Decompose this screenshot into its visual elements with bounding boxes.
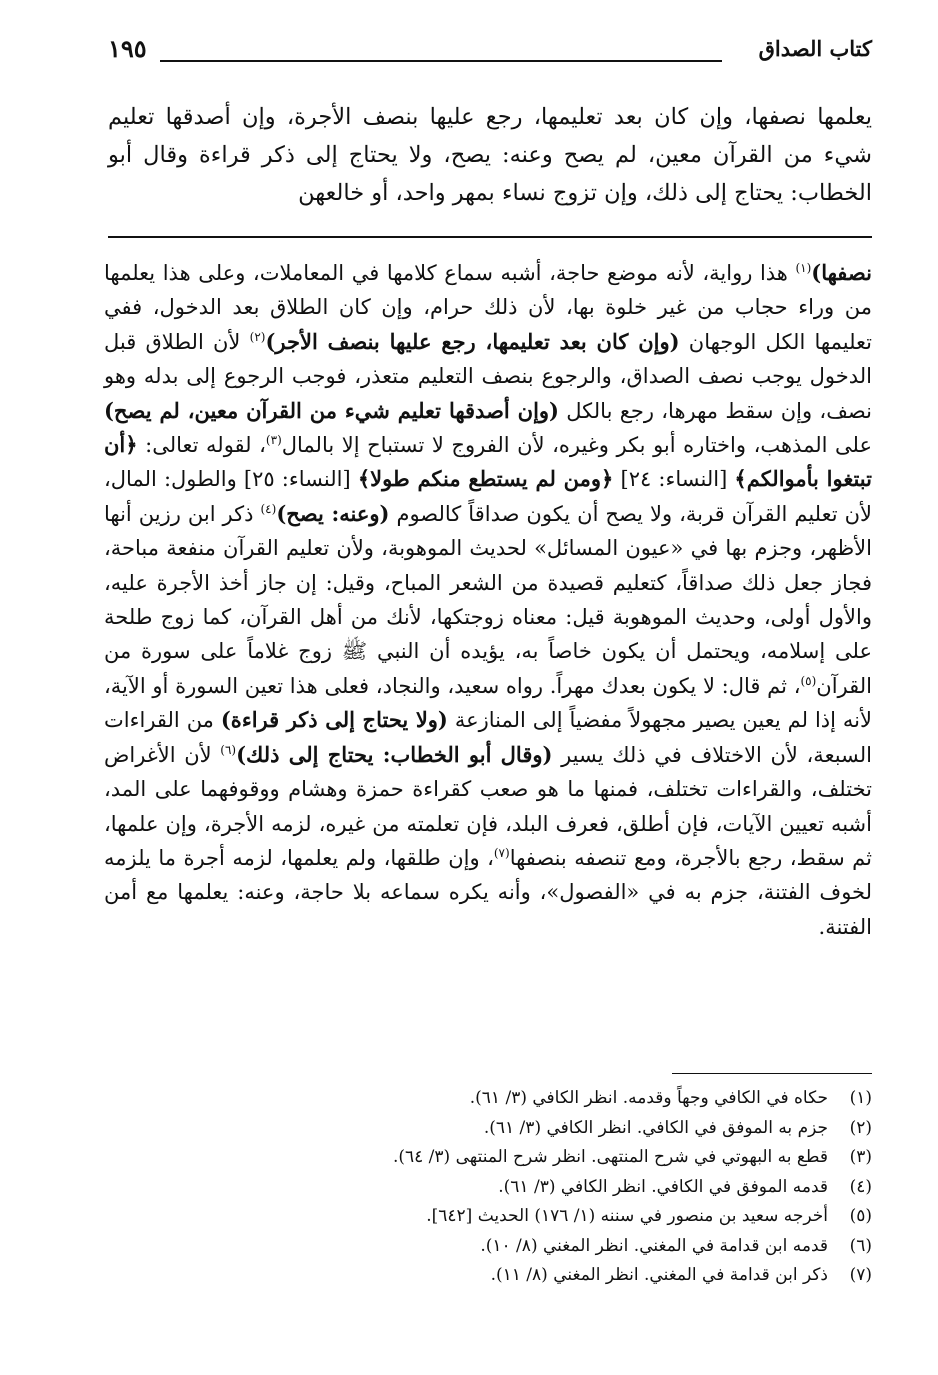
commentary-text: على المذهب، واختاره أبو بكر وغيره، لأن الفروج لا تستباح إلا بالمال [281,433,872,458]
commentary-text: ، لقوله تعالى: [137,433,266,458]
footnote-ref: (٢) [249,329,266,344]
commentary-text: ذكر ابن رزين أنها الأظهر، وجزم بها في «عيون المسائل» لحديث الموهوبة، ولأن تعليم القرآن منفعة مباحة، فجاز جعل ذلك صداقاً، كتعليم قصيدة من الشعر المباح، وقيل: إن جاز أخذ الأجرة عليه، والأول أولى، وحديث الموهوبة قيل: معناه زوجتكها، لأنك من أهل القرآن، كما زوج طلحة على إسلامه، ويحتمل أن يكون خاصاً به، يؤيده أن النبي ﷺ زوج غلاماً على سورة من القرآن [104,501,872,698]
main-text-paragraph: يعلمها نصفها، وإن كان بعد تعليمها، رجع عليها بنصف الأجرة، وإن أصدقها تعليم شيء من القرآن معين، لم يصح وعنه: يصح، ولا يحتاج إلى ذكر قراءة وقال أبو الخطاب: يحتاج إلى ذلك، وإن تزوج نساء بمهر واحد، أو خالعهن [108,104,872,206]
footnote-ref: (٧) [493,845,510,860]
footnote-number: (٦) [849,1235,872,1256]
footnote-item [104,1232,872,1262]
commentary-text: ، ثم قال: لا يكون بعدك مهراً. رواه سعيد، والنجاد، فعلى هذا تعين السورة أو الآية، لأنه إذا لم يعين يصير مجهولاً مفضياً إلى المنازعة [104,673,872,733]
footnote-item [104,1084,872,1114]
commentary [104,256,872,944]
footnote-item [104,1143,872,1173]
commentary-text: هذا رواية، لأنه موضع حاجة، أشبه سماع كلامها في المعاملات، وعلى هذا يعلمها من وراء حجاب من غير خلوة بها، لأن ذلك حرام، وإن كان الطلاق بعد الدخول، ففي تعليمها الكل الوجهان [104,261,872,354]
footnote-number: (٣) [849,1147,872,1167]
footnote-number: (٤) [849,1176,872,1197]
commentary-paragraph [104,256,872,944]
footnote-number: (٧) [849,1265,872,1285]
footnote-item [104,1261,872,1291]
text-separator [108,236,872,238]
header-rule [160,60,722,62]
commentary-text: لأن الأغراض تختلف، والقراءات تختلف، فمنها ما هو صعب كقراءة حمزة وهشام ووقوفهما على المد، أشبه تعيين الآيات، فإن أطلق، فعرف البلد، فإن تعلمته من غيره، لزمه الأجرة، وإن علمها، ثم سقط، رجع بالأجرة، ومع تنصفه بنصفها [104,742,872,870]
footnotes [104,1084,872,1291]
commentary-text: لأن الطلاق قبل الدخول يوجب نصف الصداق، والرجوع بنصف التعليم متعذر، فوجب الرجوع إلى بدله وهو نصف، وإن سقط مهرها، رجع بالكل [104,329,872,423]
quoted-text: نصفها) [811,260,872,285]
footnote-text: ذكر ابن قدامة في المغني. انظر المغني (٨/ ١١). [490,1265,828,1285]
quoted-text: (ولا يحتاج إلى ذكر قراءة) [220,707,448,733]
quran-verse: ﴿أن تبتغوا بأموالكم﴾ [104,432,872,492]
footnote-text: قدمه الموفق في الكافي. انظر الكافي (٣/ ٦١). [498,1176,828,1197]
footnote-number: (٥) [849,1206,872,1226]
footnote-ref: (٤) [260,501,277,516]
footnote-ref: (٦) [220,742,237,757]
footnote-text: حكاه في الكافي وجهاً وقدمه. انظر الكافي (٣/ ٦١). [469,1088,828,1108]
footnote-number: (١) [849,1088,872,1108]
quoted-text: (وعنه: يصح) [276,500,390,526]
quran-verse: ﴿ومن لم يستطع منكم طولا﴾ [357,466,614,492]
main-text [108,98,872,212]
footnote-item [104,1114,872,1144]
footnote-item [104,1173,872,1203]
quoted-text: (وقال أبو الخطاب: يحتاج إلى ذلك) [236,741,553,767]
footnote-text: قطع به البهوتي في شرح المنتهى. انظر شرح المنتهى (٣/ ٦٤). [392,1147,828,1167]
footnote-rule [672,1073,872,1074]
commentary-text: ، وإن طلقها، ولم يعلمها، لزمه أجرة ما يلزمه لخوف الفتنة، جزم به في «الفصول»، وأنه يكره سماعه بلا حاجة، وعنه: يعلمها مع أمن الفتنة. [104,845,872,939]
running-header [108,34,872,68]
quoted-text: (وإن أصدقها تعليم شيء من القرآن معين، لم يصح) [104,397,559,423]
commentary-text: [النساء: ٢٤] [613,467,735,492]
commentary-text: من القراءات السبعة، لأن الاختلاف في ذلك يسير [104,708,873,767]
footnote-ref: (٥) [800,673,817,688]
page-number: ١٩٥ [108,34,147,63]
footnote-ref: (٣) [265,433,282,448]
footnote-text: أخرجه سعيد بن منصور في سننه (١/ ١٧٦) الحديث [٦٤٢]. [426,1206,828,1226]
book-title: كتاب الصداق [758,36,872,61]
commentary-text: [النساء: ٢٥] والطول: المال، لأن تعليم القرآن قربة، ولا يصح أن يكون صداقاً كالصوم [104,467,872,526]
footnote-text: جزم به الموفق في الكافي. انظر الكافي (٣/ ٦١). [483,1117,828,1138]
quoted-text: (وإن كان بعد تعليمها، رجع عليها بنصف الأجر) [265,328,680,354]
footnote-ref: (١) [795,261,812,275]
footnote-item [104,1202,872,1232]
footnote-number: (٢) [849,1117,872,1138]
footnote-text: قدمه ابن قدامة في المغني. انظر المغني (٨/ ١٠). [480,1235,828,1256]
